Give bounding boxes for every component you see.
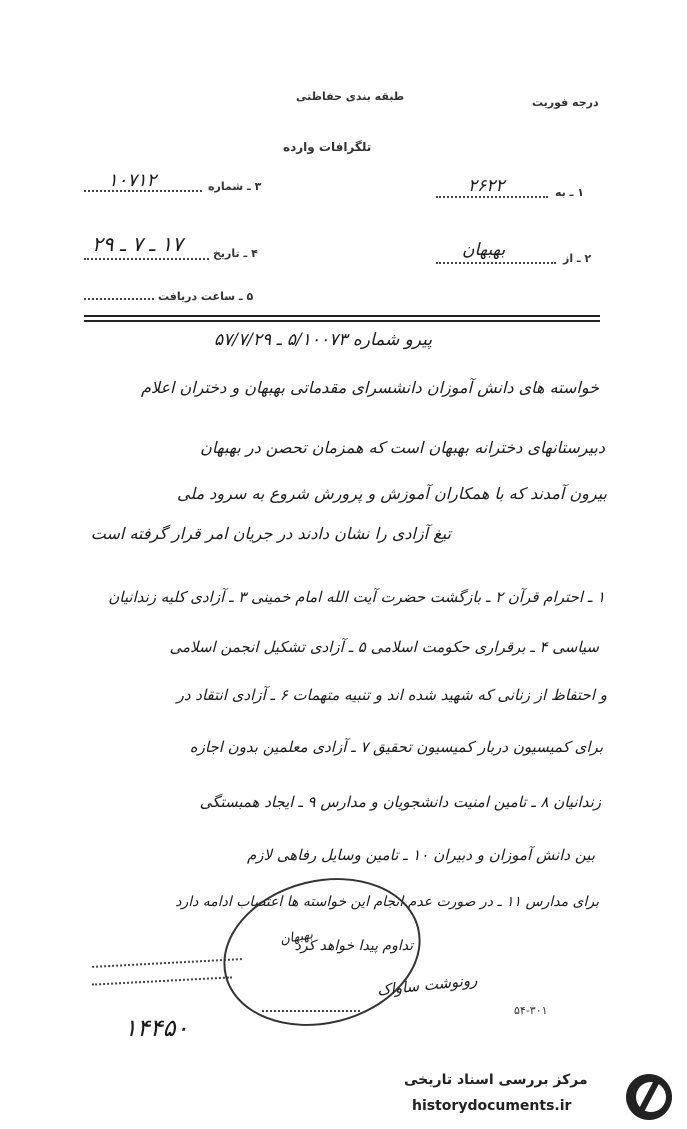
body-line: دبیرستانهای دخترانه بهبهان است که همزمان تحصن در بهبهان <box>200 438 605 457</box>
body-line: برای مدارس ۱۱ ـ در صورت عدم انجام این خواسته ها اعتصاب ادامه دارد <box>175 894 599 910</box>
archive-title: مرکز بررسی اسناد تاریخی <box>404 1072 588 1088</box>
field-received-time-label: ۵ ـ ساعت دریافت <box>158 290 254 303</box>
classification-label: طبقه بندی حفاظتی <box>296 90 405 103</box>
archive-website: historydocuments.ir <box>412 1098 572 1114</box>
field-received-time-dots <box>84 298 154 300</box>
closing-number: ۱۴۴۵۰ <box>124 1014 189 1042</box>
body-line: خواسته های دانش آموزان دانشسرای مقدماتی بهبهان و دختران اعلام <box>140 378 599 397</box>
body-line: تداوم پیدا خواهد کرد <box>294 938 413 954</box>
priority-label: درجه فوریت <box>532 96 599 109</box>
body-line: زندانیان ۸ ـ تامین امنیت دانشجویان و مدارس ۹ ـ ایجاد همبستگی <box>199 793 601 811</box>
reference-line: پیرو شماره ۵/۱۰۰۷۳ ـ ۵۷/۷/۲۹ <box>214 330 433 350</box>
body-line: سیاسی ۴ ـ برقراری حکومت اسلامی ۵ ـ آزادی تشکیل انجمن اسلامی <box>169 638 599 656</box>
field-date-label: ۴ ـ تاریخ <box>213 247 258 260</box>
stamp-text: بهبهان <box>278 927 315 948</box>
body-line: ۱ ـ احترام قرآن ۲ ـ بازگشت حضرت آیت الله امام خمینی ۳ ـ آزادی کلیه زندانیان <box>108 588 605 606</box>
field-from-value: بهبهان <box>462 240 506 260</box>
body-line: بیرون آمدند که با همکاران آموزش و پرورش شروع به سرود ملی <box>177 484 607 503</box>
body-line: تیغ آزادی را نشان دادند در جریان امر قرار گرفته است <box>90 524 451 543</box>
bottom-dotted-rule <box>262 1010 360 1012</box>
field-to-value: ۲۶۲۲ <box>468 176 505 196</box>
field-number-value: ۱۰۷۱۲ <box>108 170 157 191</box>
signature: رونوشت ساواک <box>375 970 478 1000</box>
body-line: برای کمیسیون دربار کمیسیون تحقیق ۷ ـ آزادی معلمین بدون اجازه <box>189 738 603 756</box>
form-code: ۵۴-۳۰۱ <box>514 1004 548 1017</box>
field-from-dots <box>436 262 556 264</box>
field-date-dots <box>84 258 209 260</box>
field-to-dots <box>436 196 548 198</box>
header-rule-top <box>84 315 600 317</box>
header-rule-bottom <box>84 320 600 322</box>
field-date-value: ۱۷ ـ ۷ ـ ۲۹ <box>92 232 183 256</box>
left-dotted-rule <box>92 958 242 968</box>
form-title: تلگرافات وارده <box>283 140 372 154</box>
body-line: بین دانش آموزان و دبیران ۱۰ ـ تامین وسایل رفاهی لازم <box>246 846 595 864</box>
field-number-label: ۳ ـ شماره <box>208 180 262 193</box>
archive-logo-icon <box>626 1074 672 1120</box>
left-dotted-rule <box>92 976 232 985</box>
body-line: و احتفاظ از زنانی که شهید شده اند و تنبیه متهمات ۶ ـ آزادی انتقاد در <box>176 686 607 704</box>
circular-stamp <box>208 858 437 1046</box>
field-from-label: ۲ ـ از <box>563 252 592 265</box>
field-to-label: ۱ ـ به <box>555 186 584 199</box>
